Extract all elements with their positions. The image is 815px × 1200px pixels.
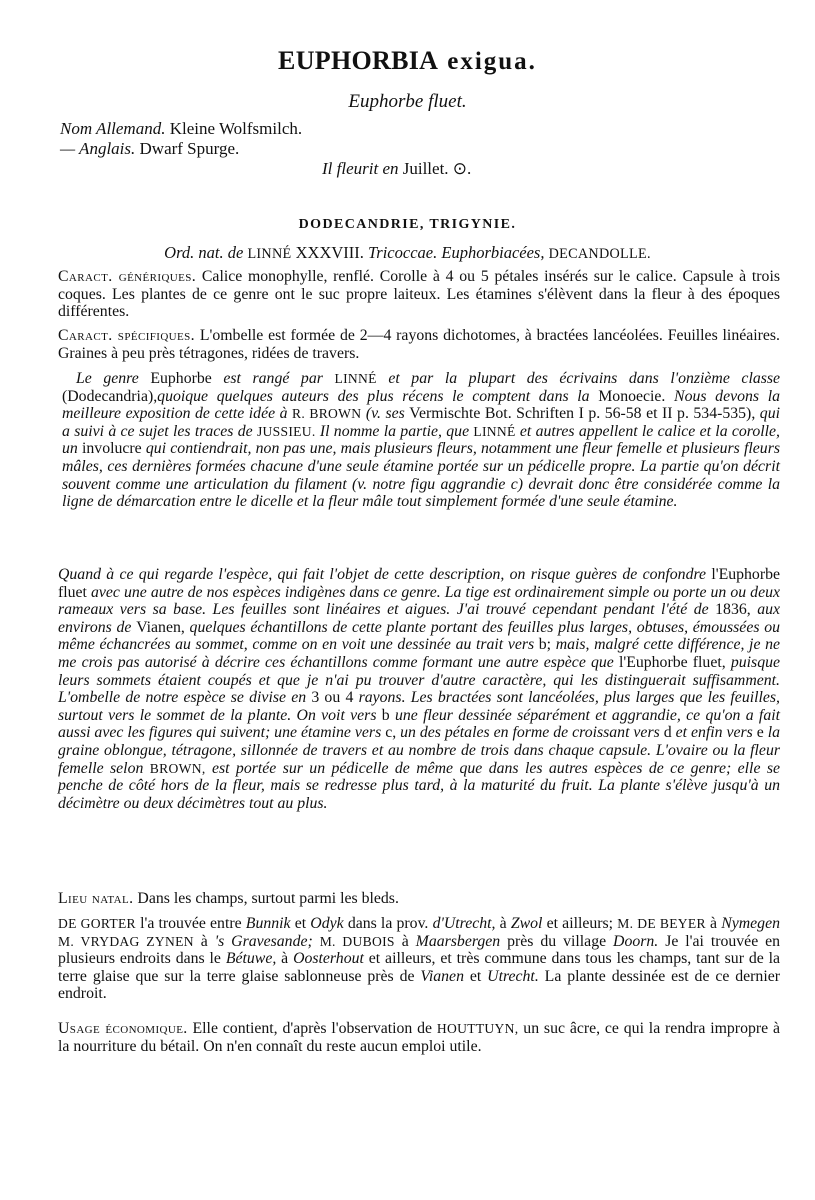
- author-brown: BROWN,: [149, 760, 206, 776]
- localities: [58, 915, 780, 1003]
- tricoccae: Tricoccae.: [368, 243, 438, 262]
- generic-characters: [58, 268, 780, 321]
- usage-text: un suc âcre, ce qui la rendra impropre à la nourriture du bétail. On n'en connaît du reste aucun emploi utile.: [58, 1020, 780, 1055]
- localities-text: l'a trouvée entre: [140, 915, 242, 932]
- ord-prefix: Ord. nat. de: [164, 243, 244, 262]
- genus-note-text: qui contiendrait, non pas une, mais plusieurs fleurs, notamment une fleur femelle et plusieurs fleurs mâles, ces dernières formées chacune d'une seule étamine portée sur un pédicelle propre. La partie qu'on décrit souvent comme une articulation du filament (v. notre figu aggrandie c) devrait donc être considérée comme la ligne de démarcation entre le dicelle et la fleur mâle tout simplement formée d'une seule étamine.: [62, 440, 781, 511]
- genus-note-text: quoique quelques auteurs des plus récens le comptent dans la: [157, 387, 590, 405]
- common-names: [60, 119, 302, 159]
- genus-name: EUPHORBIA: [278, 46, 439, 75]
- place-utrecht: d'Utrecht,: [432, 915, 496, 932]
- place-bunnik: Bunnik: [245, 915, 291, 932]
- place-oosterhout: Oosterhout: [293, 950, 364, 968]
- species-note-text: quelques échantillons de cette plante portant des feuilles plus larges, obtuses, émoussées ou même échancrées au sommet, comme on en voit une dessinée au trait vers: [58, 618, 780, 654]
- genus-note-reference: Vermischte Bot. Schriften I p. 56-58 et II p. 534-535),: [409, 405, 756, 423]
- generic-label: Caract. génériques.: [58, 268, 197, 285]
- species-note-text: et enfin vers: [675, 724, 753, 742]
- localities-text: et ailleurs;: [546, 915, 614, 932]
- localities-text: et: [469, 967, 482, 985]
- collector-dubois: M. DUBOIS: [319, 933, 395, 949]
- german-label: Nom Allemand.: [60, 119, 166, 138]
- genus-note-text: Nous devons la meilleure exposition de cette idée à: [62, 387, 780, 423]
- localities-text: et ailleurs, et très commune dans tous les champs, tant sur de la terre glaise que sur la terre glaise sablonneuse près de: [58, 950, 781, 985]
- author-houttuyn: HOUTTUYN,: [436, 1021, 519, 1036]
- place-zwol: Zwol: [510, 915, 543, 932]
- genus-note-text: (v. ses: [365, 405, 405, 423]
- place-gravesande: 's Gravesande;: [214, 932, 313, 950]
- figure-ref: c,: [385, 724, 397, 742]
- species-note-text: rayons. Les bractées sont lancéolées, plus larges que les feuilles, surtout vers le sommet de la plante. On voit vers: [58, 689, 780, 724]
- genus-note-term: Euphorbe: [150, 370, 212, 387]
- annual-symbol: ⊙.: [452, 159, 472, 178]
- economic-use: [58, 1020, 780, 1055]
- figure-ref: e: [756, 724, 764, 742]
- german-value: Kleine Wolfsmilch.: [169, 119, 303, 138]
- german-name-line: [60, 119, 302, 139]
- localities-text: à: [499, 915, 507, 932]
- specific-label: Caract. spécifiques.: [58, 327, 196, 344]
- place-betuwe: Bétuwe,: [225, 950, 277, 968]
- place-maarsbergen: Maarsbergen: [415, 932, 501, 950]
- species-note-text: aux environs de: [58, 601, 781, 636]
- page-title: [0, 46, 815, 76]
- author-decandolle: DECANDOLLE.: [548, 246, 651, 262]
- species-note-text: est portée sur un pédicelle de même que dans les autres espèces de ce genre; elle se penche de côté hors de la fleur, mais se redresse plus tard, à la maturité du fruit. La plante s'élève jusqu'à un décimètre ou deux décimètres tout au plus.: [58, 759, 781, 812]
- figure-ref: b;: [538, 636, 552, 654]
- specific-characters: [58, 327, 780, 362]
- localities-text: et: [294, 915, 307, 932]
- genus-note-text: Il nomme la partie, que: [319, 422, 470, 440]
- species-note-text: mais, malgré cette différence, je ne me crois pas autorisé à décrire ces échantillons comme formant une autre espèce que: [58, 636, 780, 671]
- genus-note-term: Monoecie.: [598, 387, 666, 405]
- linnaean-class: DODECANDRIE, TRIGYNIE.: [298, 217, 517, 232]
- place-nymegen: Nymegen: [721, 915, 780, 932]
- localities-text: La plante dessinée est de ce dernier endroit.: [58, 967, 780, 1003]
- collector-vrydag-zynen: M. VRYDAG ZYNEN: [58, 933, 194, 949]
- genus-note-text: et autres appellent le calice et la corolle, un: [62, 422, 780, 458]
- specific-text: L'ombelle est formée de 2—4 rayons dichotomes, à bractées lancéolées. Feuilles linéaires. Graines à peu près tétragones, ridées de travers.: [58, 327, 781, 362]
- species-note-text: avec une autre de nos espèces indigènes dans ce genre. La tige est ordinairement simple ou porte un ou deux rameaux vers sa base. Les feuilles sont linéaires et aigues. J'ai trouvé cependant pendant l'été de: [58, 583, 781, 619]
- genus-note-text: est rangé par: [223, 370, 323, 387]
- order-number: XXXVIII.: [295, 243, 364, 262]
- place-vianen: Vianen: [420, 967, 464, 985]
- figure-ref: b: [381, 706, 390, 724]
- genus-note-term: (Dodecandria),: [62, 387, 158, 405]
- genus-note-text: qui a suivi à ce sujet les traces de: [62, 405, 780, 440]
- french-common-name: Euphorbe fluet.: [348, 91, 467, 112]
- species-note: [58, 566, 780, 812]
- localities-text: à: [200, 932, 208, 950]
- flowering-label: Il fleurit en: [322, 159, 399, 178]
- collector-de-gorter: DE GORTER: [58, 916, 136, 931]
- species-note-term: l'Euphorbe fluet: [58, 566, 780, 601]
- usage-label: Usage économique.: [58, 1020, 188, 1037]
- figure-ref: d: [663, 724, 672, 742]
- author-linne: LINNÉ: [334, 371, 377, 386]
- place-odyk: Odyk: [310, 915, 344, 932]
- flowering-line: [322, 159, 471, 179]
- species-note-text: une fleur dessinée séparément et aggrandie, ce qu'on a fait aussi avec les figures qui suivent; une étamine vers: [58, 706, 780, 742]
- author-brown: R. BROWN: [292, 406, 362, 422]
- localities-text: à: [281, 950, 289, 968]
- collector-de-beyer: M. DE BEYER: [617, 916, 706, 931]
- usage-text: Elle contient, d'après l'observation de: [192, 1020, 433, 1037]
- localities-text: à: [710, 915, 718, 932]
- euphorbiacees: Euphorbiacées,: [441, 243, 545, 262]
- place-doorn: Doorn.: [613, 932, 659, 950]
- species-name: exigua.: [447, 48, 537, 75]
- localities-text: dans la prov.: [347, 915, 429, 932]
- genus-note-text: Le genre: [76, 370, 139, 387]
- species-note-year: 1836,: [715, 601, 751, 619]
- localities-text: Je l'ai trouvée en plusieurs endroits dans le: [58, 932, 781, 968]
- species-note-term: l'Euphorbe fluet,: [618, 653, 726, 671]
- genus-note-text: et par la plupart des écrivains dans l'onzième classe: [388, 370, 781, 387]
- native-habitat: [58, 890, 780, 908]
- species-note-place: Vianen,: [136, 618, 185, 636]
- habitat-text: Dans les champs, surtout parmi les bleds.: [137, 890, 399, 907]
- author-jussieu: JUSSIEU.: [256, 423, 316, 439]
- localities-text: à: [401, 932, 409, 950]
- generic-text: Calice monophylle, renflé. Corolle à 4 ou 5 pétales insérés sur le calice. Capsule à trois coques. Les plantes de ce genre ont le suc propre laiteux. Les étamines s'élèvent dans la fleur à des époques différentes.: [58, 268, 780, 321]
- author-linne: LINNÉ: [473, 423, 516, 439]
- species-note-text: la graine oblongue, tétragone, sillonnée de travers et au nombre de trois dans chaque capsule. L'ovaire ou la fleur femelle selon: [58, 724, 781, 777]
- place-utrecht: Utrecht.: [487, 967, 539, 985]
- genus-note-term: involucre: [82, 440, 142, 458]
- flowering-month: Juillet.: [402, 159, 449, 178]
- english-name-line: [60, 139, 302, 159]
- english-label: — Anglais.: [60, 139, 136, 158]
- genus-note: [62, 370, 780, 511]
- habitat-label: Lieu natal.: [58, 890, 134, 907]
- english-value: Dwarf Spurge.: [139, 139, 240, 158]
- author-linne: LINNÉ: [247, 246, 292, 262]
- localities-text: près du village: [507, 932, 607, 950]
- species-note-text: un des pétales en forme de croissant vers: [400, 724, 660, 742]
- species-note-text: puisque leurs sommets étaient coupés et que je n'ai pu trouver d'autre caractère, qui les distinguerait suffisamment. L'ombelle de notre espèce se divise en: [58, 653, 781, 707]
- species-note-count: 3 ou 4: [311, 689, 354, 707]
- species-note-text: Quand à ce qui regarde l'espèce, qui fait l'objet de cette description, on risque guères de confondre: [58, 566, 707, 583]
- natural-order-line: [0, 243, 815, 263]
